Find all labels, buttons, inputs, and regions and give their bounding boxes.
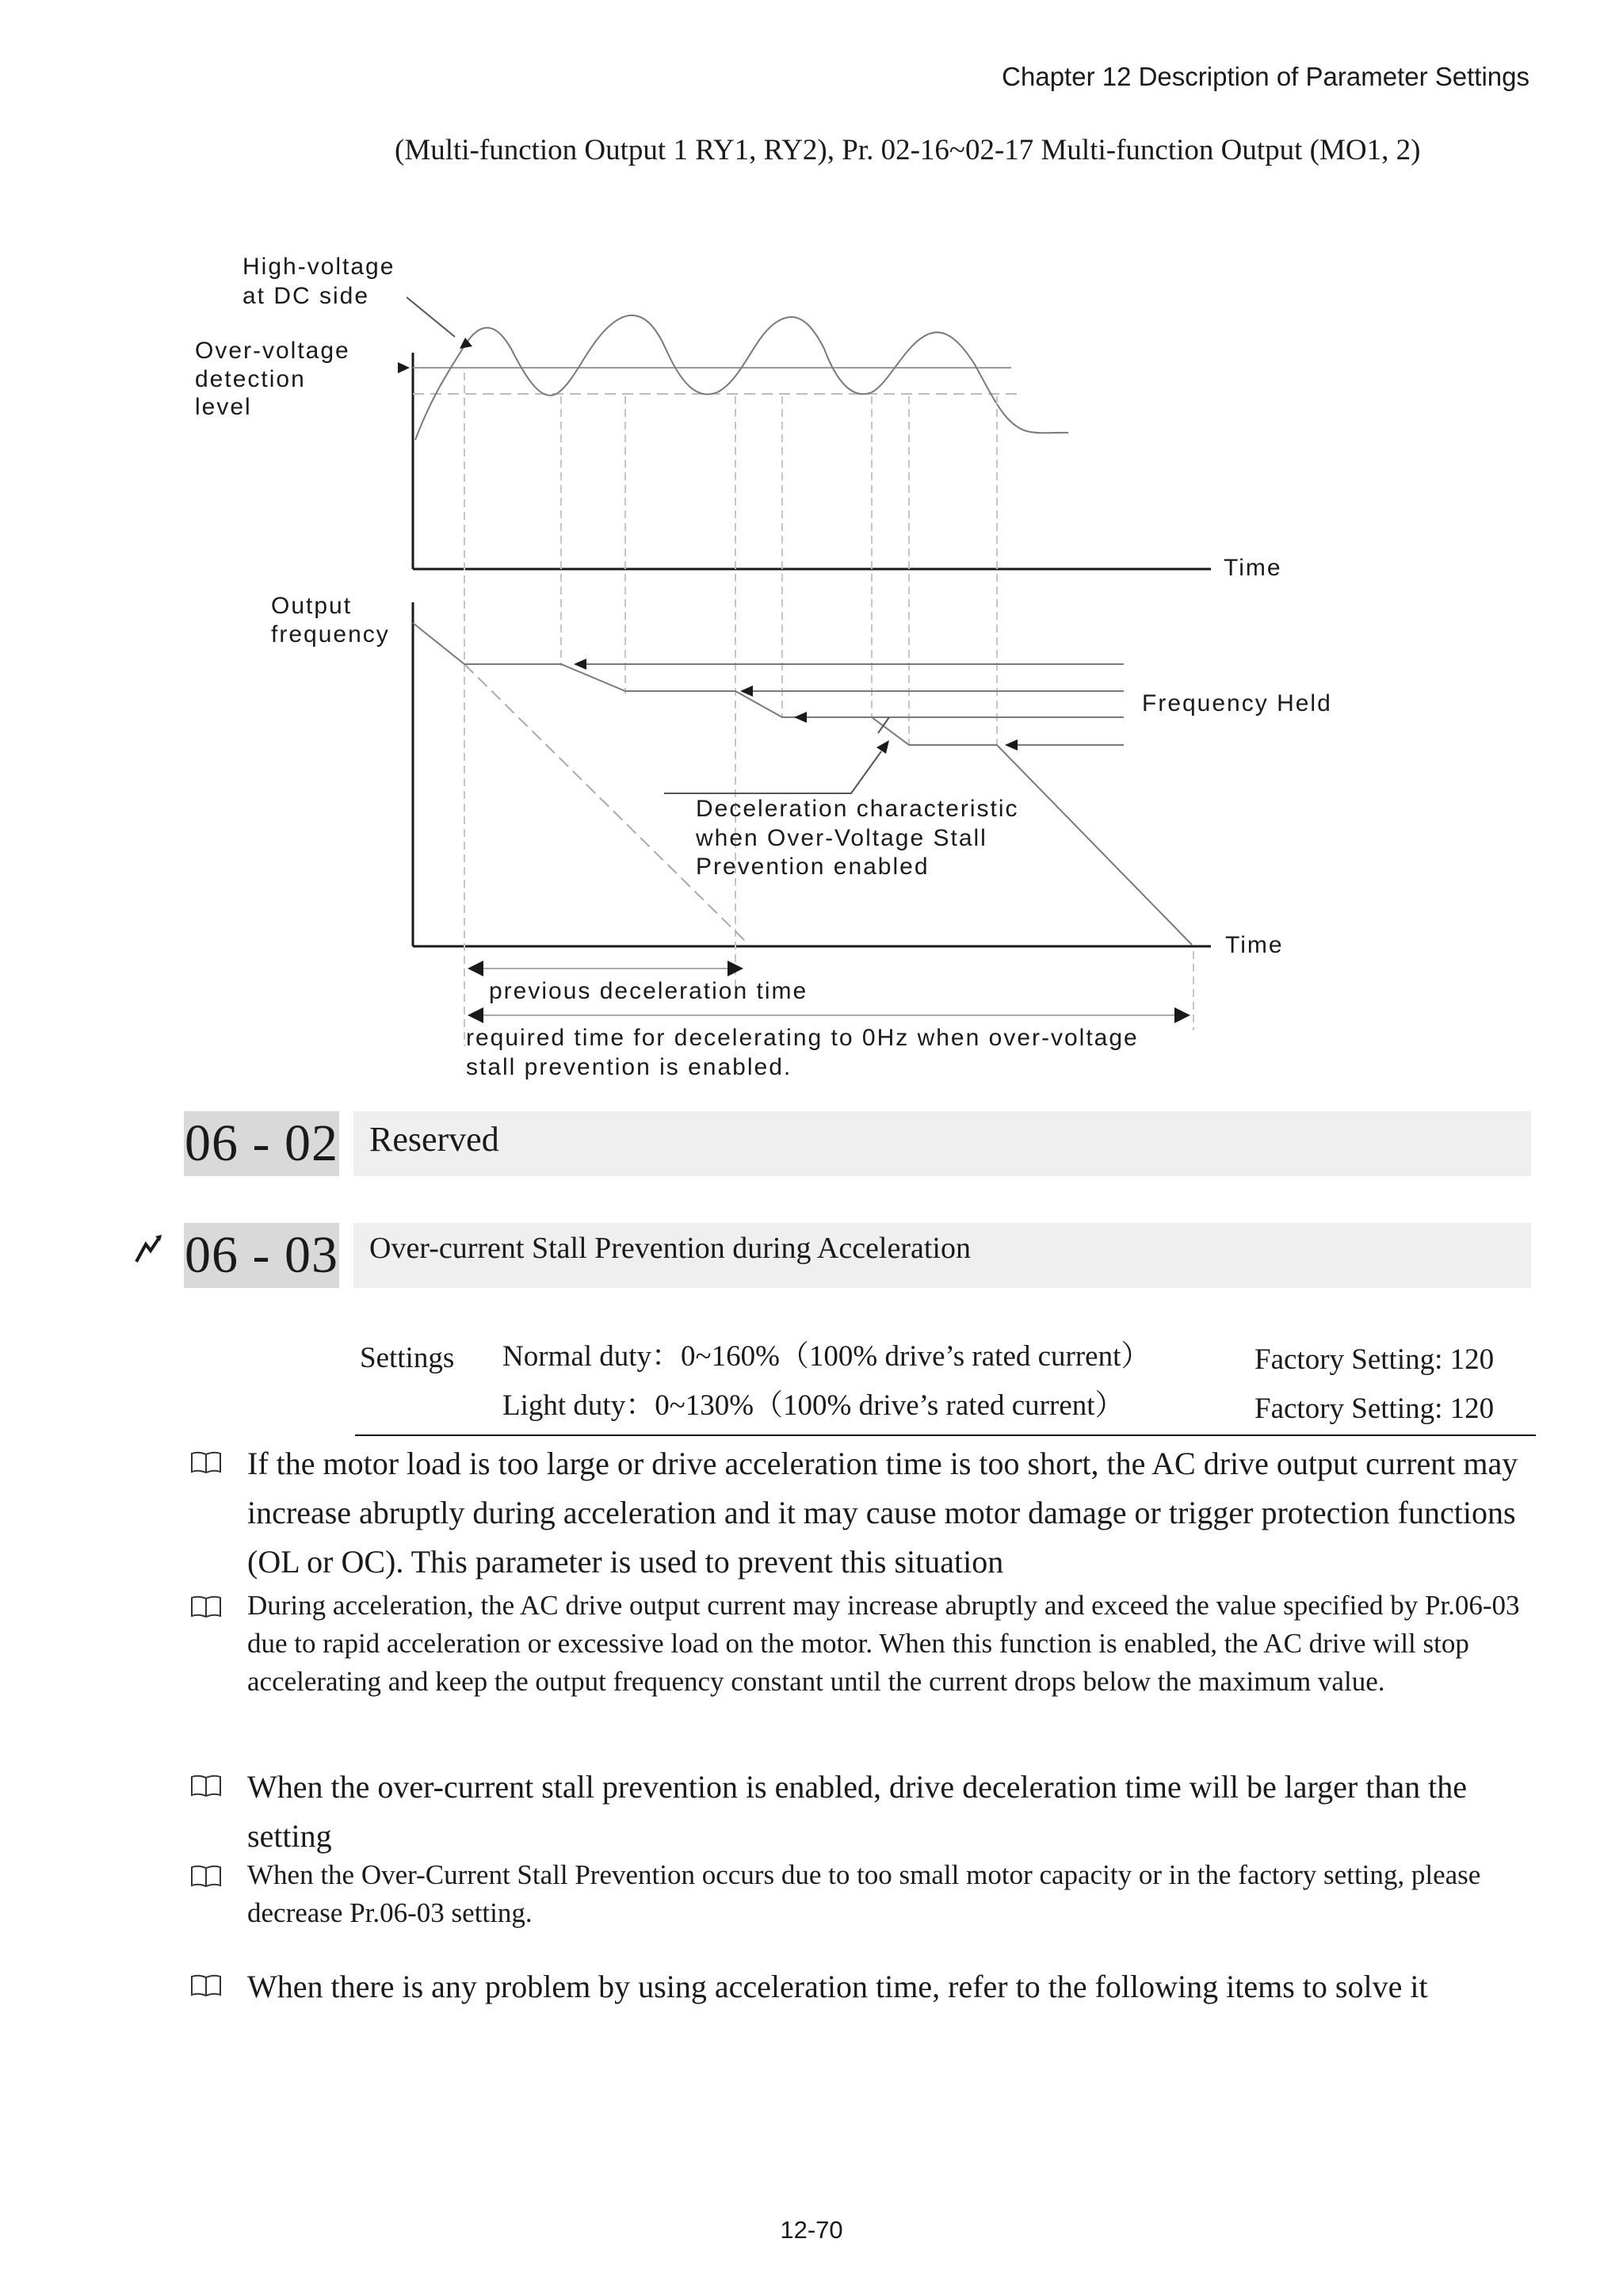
label-time-bottom: Time — [1225, 932, 1284, 958]
note-item — [190, 1763, 1537, 1866]
note-text: When there is any problem by using acceleration time, refer to the following items to solve it — [247, 1969, 1428, 2004]
note-text: During acceleration, the AC drive output current may increase abruptly and exceed the value specified by Pr.06-03 due to rapid acceleration or excessive load on the motor. When this function is enabled, the AC drive will stop accelerating and keep the output frequency constant until the current drops below the maximum value. — [247, 1590, 1520, 1697]
book-icon — [190, 1973, 222, 1997]
label-high-voltage-1: High-voltage — [242, 254, 395, 280]
label-ov-level-3: level — [195, 394, 252, 420]
dc-voltage-waveform — [415, 315, 1068, 440]
label-output-frequency-1: Output — [271, 593, 353, 619]
book-icon — [190, 1450, 222, 1474]
note-item — [190, 1962, 1537, 2018]
param-code: 06 - 03 — [184, 1223, 339, 1288]
hv-leader — [407, 297, 455, 337]
label-high-voltage-2: at DC side — [242, 283, 370, 309]
decel-char-leader — [664, 751, 881, 793]
note-item — [190, 1439, 1537, 1590]
label-ov-level-2: detection — [195, 366, 306, 392]
setting-normal-duty: Normal duty：0~160%（100% drive’s rated current） — [502, 1340, 1151, 1373]
note-item — [190, 1587, 1537, 1745]
decel-char-arrowhead — [876, 740, 889, 754]
book-icon — [190, 1774, 222, 1797]
book-icon — [190, 1864, 222, 1888]
param-06-02-row — [184, 1111, 1531, 1176]
ov-level-arrowhead — [398, 362, 410, 373]
param-code: 06 - 02 — [184, 1111, 339, 1176]
factory-setting-normal: Factory Setting: 120 — [1254, 1343, 1495, 1376]
label-time-top: Time — [1224, 555, 1282, 581]
label-decel-char-3: Prevention enabled — [696, 854, 930, 880]
run-modifiable-icon — [133, 1233, 165, 1265]
label-required-time-1: required time for decelerating to 0Hz when over-voltage — [466, 1025, 1139, 1051]
held-arrowhead-1 — [574, 659, 586, 670]
param-title: Reserved — [353, 1111, 1531, 1176]
label-decel-char-2: when Over-Voltage Stall — [696, 825, 987, 851]
label-output-frequency-2: frequency — [271, 621, 390, 648]
label-frequency-held: Frequency Held — [1142, 690, 1332, 716]
label-required-time-2: stall prevention is enabled. — [466, 1054, 792, 1080]
frequency-held-lines — [579, 664, 1124, 745]
hv-leader-arrowhead — [460, 338, 472, 349]
continuation-heading: (Multi-function Output 1 RY1, RY2), Pr. 02-16~02-17 Multi-function Output (MO1, 2) — [395, 134, 1421, 166]
chapter-header: Chapter 12 Description of Parameter Settings — [1002, 62, 1529, 91]
held-arrowhead-3 — [794, 712, 807, 723]
settings-divider — [355, 1435, 1536, 1436]
label-decel-char-1: Deceleration characteristic — [696, 796, 1019, 822]
note-text: When the over-current stall prevention is enabled, drive deceleration time will be larger than the setting — [247, 1769, 1467, 1854]
held-arrowhead-4 — [1005, 739, 1018, 751]
note-text: If the motor load is too large or drive acceleration time is too short, the AC drive output current may increase abruptly during acceleration and it may cause motor damage or trigger protection functions (OL or OC). This parameter is used to prevent this situation — [247, 1446, 1518, 1580]
note-text: When the Over-Current Stall Prevention occurs due to too small motor capacity or in the factory setting, please decrease Pr.06-03 setting. — [247, 1859, 1481, 1928]
param-06-03-row — [184, 1223, 1531, 1288]
note-item — [190, 1856, 1537, 1935]
factory-setting-light: Factory Setting: 120 — [1254, 1392, 1495, 1425]
label-ov-level-1: Over-voltage — [195, 338, 350, 364]
setting-light-duty: Light duty：0~130%（100% drive’s rated current） — [502, 1389, 1125, 1422]
output-frequency-staircase — [413, 623, 1192, 945]
book-icon — [190, 1595, 222, 1618]
page-number: 12-70 — [780, 2216, 843, 2244]
diagram-graphics — [0, 0, 1623, 1110]
label-previous-decel-time: previous deceleration time — [489, 978, 808, 1004]
param-title: Over-current Stall Prevention during Acceleration — [353, 1223, 1531, 1288]
decel-char-arrow-2 — [878, 717, 889, 733]
settings-label: Settings — [360, 1342, 455, 1374]
